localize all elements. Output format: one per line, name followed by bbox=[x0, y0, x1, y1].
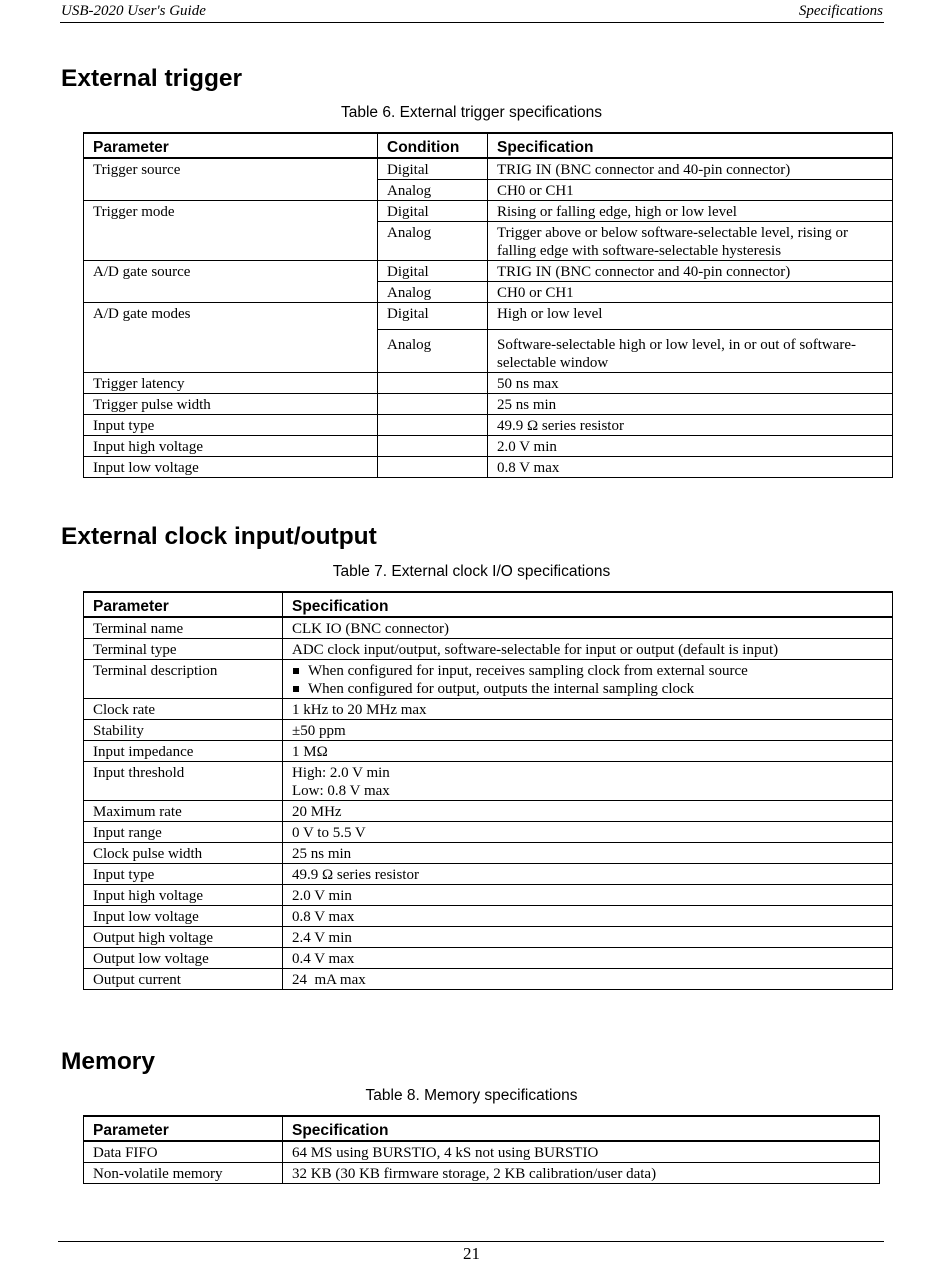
condition-cell: Analog bbox=[378, 180, 488, 201]
condition-cell bbox=[378, 373, 488, 394]
condition-cell: Analog bbox=[378, 330, 488, 373]
spec-cell: 64 MS using BURSTIO, 4 kS not using BURSTIO bbox=[283, 1141, 880, 1163]
spec-cell: 0.4 V max bbox=[283, 948, 893, 969]
spec-cell: 49.9 Ω series resistor bbox=[283, 864, 893, 885]
spec-cell: 0.8 V max bbox=[488, 457, 893, 478]
param-cell: Input type bbox=[84, 864, 283, 885]
spec-cell: 49.9 Ω series resistor bbox=[488, 415, 893, 436]
table-row bbox=[84, 261, 893, 282]
param-cell: Input high voltage bbox=[84, 436, 378, 457]
param-cell: Trigger mode bbox=[84, 201, 378, 261]
table-row bbox=[84, 885, 893, 906]
table-row bbox=[84, 415, 893, 436]
spec-cell: CLK IO (BNC connector) bbox=[283, 617, 893, 639]
spec-cell: 0 V to 5.5 V bbox=[283, 822, 893, 843]
param-cell: Output low voltage bbox=[84, 948, 283, 969]
table-row bbox=[84, 1141, 880, 1163]
spec-cell: 20 MHz bbox=[283, 801, 893, 822]
threshold-low: Low: 0.8 V max bbox=[292, 783, 390, 799]
bullet-text: When configured for output, outputs the internal sampling clock bbox=[308, 681, 695, 697]
param-cell: Clock rate bbox=[84, 699, 283, 720]
param-cell: Stability bbox=[84, 720, 283, 741]
table-row bbox=[84, 801, 893, 822]
param-cell: Output high voltage bbox=[84, 927, 283, 948]
param-cell: Clock pulse width bbox=[84, 843, 283, 864]
spec-cell bbox=[283, 762, 893, 801]
table-row bbox=[84, 201, 893, 222]
param-cell: Maximum rate bbox=[84, 801, 283, 822]
running-header bbox=[60, 2, 884, 23]
param-cell: Input impedance bbox=[84, 741, 283, 762]
condition-cell bbox=[378, 436, 488, 457]
condition-cell: Analog bbox=[378, 222, 488, 261]
column-header-parameter: Parameter bbox=[84, 1116, 283, 1141]
table-row bbox=[84, 720, 893, 741]
param-cell: Terminal description bbox=[84, 660, 283, 699]
spec-cell: High or low level bbox=[488, 303, 893, 330]
table-row bbox=[84, 436, 893, 457]
column-header-specification: Specification bbox=[283, 1116, 880, 1141]
param-cell: Terminal type bbox=[84, 639, 283, 660]
param-cell: Trigger source bbox=[84, 158, 378, 201]
table-row bbox=[84, 1163, 880, 1184]
table-row bbox=[84, 639, 893, 660]
condition-cell bbox=[378, 457, 488, 478]
table-row bbox=[84, 457, 893, 478]
spec-cell: 25 ns min bbox=[488, 394, 893, 415]
param-cell: A/D gate source bbox=[84, 261, 378, 303]
spec-cell: Rising or falling edge, high or low level bbox=[488, 201, 893, 222]
table-header-row bbox=[84, 1116, 880, 1141]
spec-cell: Trigger above or below software-selectable level, rising or falling edge with software-selectable hysteresis bbox=[488, 222, 893, 261]
table-row bbox=[84, 864, 893, 885]
header-chapter-title: Specifications bbox=[798, 3, 883, 19]
param-cell: Input range bbox=[84, 822, 283, 843]
threshold-high: High: 2.0 V min bbox=[292, 765, 390, 781]
param-cell: A/D gate modes bbox=[84, 303, 378, 373]
spec-cell: Software-selectable high or low level, in or out of software-selectable window bbox=[488, 330, 893, 373]
condition-cell: Digital bbox=[378, 201, 488, 222]
param-cell: Trigger latency bbox=[84, 373, 378, 394]
param-cell: Input low voltage bbox=[84, 457, 378, 478]
table-row bbox=[84, 948, 893, 969]
condition-cell bbox=[378, 415, 488, 436]
table-row bbox=[84, 762, 893, 801]
footer-rule bbox=[58, 1241, 884, 1242]
param-cell: Input low voltage bbox=[84, 906, 283, 927]
param-cell: Trigger pulse width bbox=[84, 394, 378, 415]
param-cell: Non-volatile memory bbox=[84, 1163, 283, 1184]
table-row bbox=[84, 822, 893, 843]
table-row bbox=[84, 373, 893, 394]
section-title-external-trigger: External trigger bbox=[61, 65, 243, 92]
header-document-title: USB-2020 User's Guide bbox=[61, 3, 206, 19]
spec-cell: 2.0 V min bbox=[283, 885, 893, 906]
spec-cell: 50 ns max bbox=[488, 373, 893, 394]
condition-cell: Digital bbox=[378, 261, 488, 282]
column-header-parameter: Parameter bbox=[84, 133, 378, 158]
column-header-specification: Specification bbox=[283, 592, 893, 617]
condition-cell: Digital bbox=[378, 158, 488, 180]
table-row bbox=[84, 906, 893, 927]
external-trigger-table bbox=[83, 132, 893, 478]
table-row bbox=[84, 617, 893, 639]
param-cell: Input type bbox=[84, 415, 378, 436]
external-clock-table bbox=[83, 591, 893, 990]
table-caption-external-trigger: Table 6. External trigger specifications bbox=[340, 104, 603, 121]
spec-cell: 32 KB (30 KB firmware storage, 2 KB calibration/user data) bbox=[283, 1163, 880, 1184]
bullet-item bbox=[292, 680, 887, 698]
column-header-parameter: Parameter bbox=[84, 592, 283, 617]
page-number: 21 bbox=[463, 1244, 480, 1263]
table-header-row bbox=[84, 133, 893, 158]
column-header-specification: Specification bbox=[488, 133, 893, 158]
table-row bbox=[84, 394, 893, 415]
column-header-condition: Condition bbox=[378, 133, 488, 158]
param-cell: Data FIFO bbox=[84, 1141, 283, 1163]
spec-cell: TRIG IN (BNC connector and 40-pin connector) bbox=[488, 261, 893, 282]
spec-cell bbox=[283, 660, 893, 699]
param-cell: Input threshold bbox=[84, 762, 283, 801]
spec-cell: TRIG IN (BNC connector and 40-pin connector) bbox=[488, 158, 893, 180]
spec-cell: ADC clock input/output, software-selectable for input or output (default is input) bbox=[283, 639, 893, 660]
table-row bbox=[84, 660, 893, 699]
table-row bbox=[84, 969, 893, 990]
spec-cell: CH0 or CH1 bbox=[488, 180, 893, 201]
param-cell: Input high voltage bbox=[84, 885, 283, 906]
spec-cell: 0.8 V max bbox=[283, 906, 893, 927]
spec-cell: ±50 ppm bbox=[283, 720, 893, 741]
spec-cell: 24 mA max bbox=[283, 969, 893, 990]
table-row bbox=[84, 741, 893, 762]
table-row bbox=[84, 927, 893, 948]
param-cell: Output current bbox=[84, 969, 283, 990]
bullet-text: When configured for input, receives sampling clock from external source bbox=[308, 663, 748, 679]
bullet-item bbox=[292, 662, 887, 680]
table-caption-memory: Table 8. Memory specifications bbox=[365, 1087, 578, 1104]
condition-cell: Digital bbox=[378, 303, 488, 330]
bullet-square-icon bbox=[293, 686, 299, 692]
table-row bbox=[84, 158, 893, 180]
table-header-row bbox=[84, 592, 893, 617]
bullet-square-icon bbox=[293, 668, 299, 674]
spec-cell: 1 kHz to 20 MHz max bbox=[283, 699, 893, 720]
table-caption-external-clock: Table 7. External clock I/O specifications bbox=[332, 563, 611, 580]
spec-cell: 25 ns min bbox=[283, 843, 893, 864]
table-row bbox=[84, 699, 893, 720]
condition-cell: Analog bbox=[378, 282, 488, 303]
table-row bbox=[84, 303, 893, 330]
section-title-external-clock: External clock input/output bbox=[61, 523, 377, 550]
spec-cell: 2.0 V min bbox=[488, 436, 893, 457]
spec-cell: 2.4 V min bbox=[283, 927, 893, 948]
table-row bbox=[84, 843, 893, 864]
section-title-memory: Memory bbox=[61, 1048, 155, 1075]
memory-table bbox=[83, 1115, 880, 1184]
spec-cell: CH0 or CH1 bbox=[488, 282, 893, 303]
param-cell: Terminal name bbox=[84, 617, 283, 639]
condition-cell bbox=[378, 394, 488, 415]
spec-cell: 1 MΩ bbox=[283, 741, 893, 762]
